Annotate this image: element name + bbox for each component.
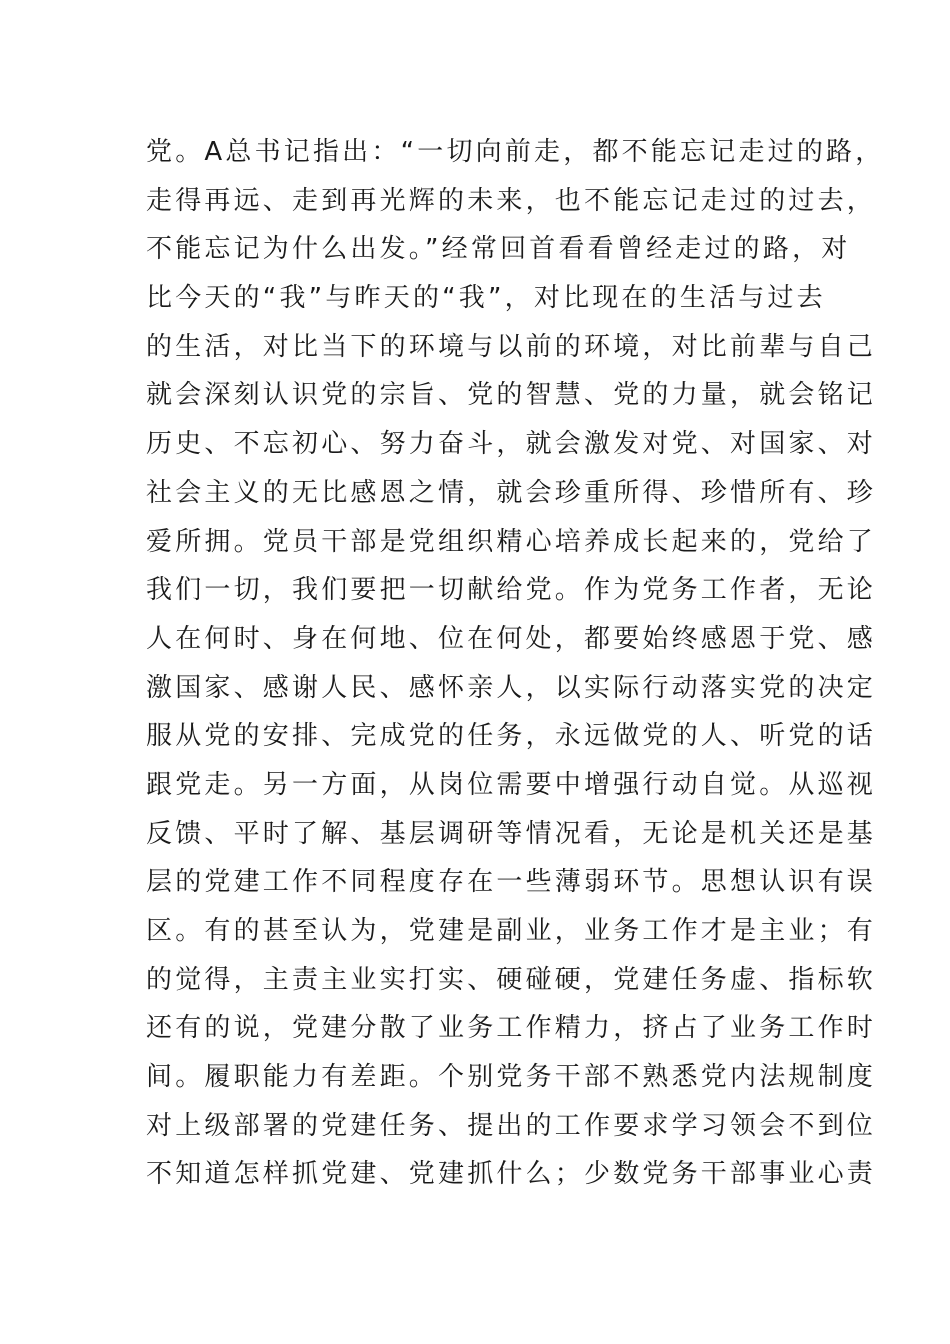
text-line: 对上级部署的党建任务、提出的工作要求学习领会不到位 (146, 1110, 877, 1141)
text-line: 服从党的安排、完成党的任务，永远做党的人、听党的话 (146, 721, 877, 752)
text-line: 不能忘记为什么出发。”经常回首看看曾经走过的路，对 (146, 234, 851, 265)
text-line: 比今天的“我”与昨天的“我”，对比现在的生活与过去 (146, 283, 826, 314)
text-line: 的觉得，主责主业实打实、硬碰硬，党建任务虚、指标软 (146, 964, 877, 995)
text-line: 的生活，对比当下的环境与以前的环境，对比前辈与自己 (146, 331, 877, 362)
text-line: 跟党走。另一方面，从岗位需要中增强行动自觉。从巡视 (146, 769, 877, 800)
text-line: 爱所拥。党员干部是党组织精心培养成长起来的，党给了 (146, 526, 877, 557)
text-line: 我们一切，我们要把一切献给党。作为党务工作者，无论 (146, 575, 877, 606)
text-line: 历史、不忘初心、努力奋斗，就会激发对党、对国家、对 (146, 429, 877, 460)
text-line: 反馈、平时了解、基层调研等情况看，无论是机关还是基 (146, 818, 877, 849)
text-line: 就会深刻认识党的宗旨、党的智慧、党的力量，就会铭记 (146, 380, 877, 411)
text-line: 间。履职能力有差距。个别党务干部不熟悉党内法规制度 (146, 1062, 877, 1093)
text-line: 激国家、感谢人民、感怀亲人，以实际行动落实党的决定 (146, 672, 877, 703)
text-line: 区。有的甚至认为，党建是副业，业务工作才是主业；有 (146, 916, 877, 946)
text-line: 还有的说，党建分散了业务工作精力，挤占了业务工作时 (146, 1013, 877, 1044)
text-line: 不知道怎样抓党建、党建抓什么；少数党务干部事业心责 (146, 1159, 877, 1190)
text-line: 人在何时、身在何地、位在何处，都要始终感恩于党、感 (146, 623, 877, 654)
body-text (146, 128, 885, 1199)
text-line: 走得再远、走到再光辉的未来，也不能忘记走过的过去， (146, 185, 877, 216)
text-line: 党。A总书记指出：“一切向前走，都不能忘记走过的路， (146, 137, 885, 167)
text-line: 社会主义的无比感恩之情，就会珍重所得、珍惜所有、珍 (146, 477, 877, 508)
text-line: 层的党建工作不同程度存在一些薄弱环节。思想认识有误 (146, 867, 877, 898)
